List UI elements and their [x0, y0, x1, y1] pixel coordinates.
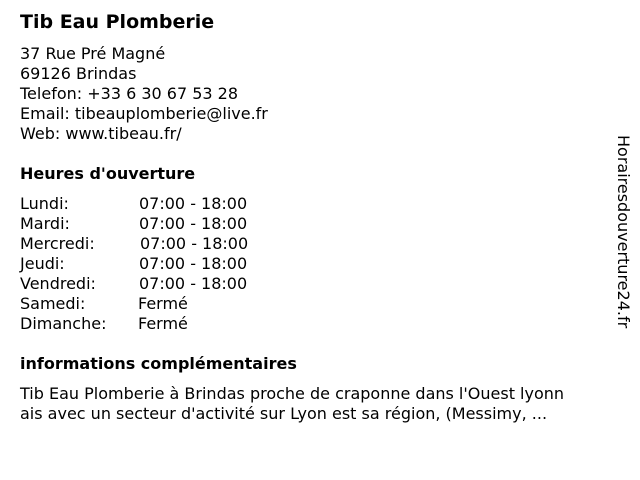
- hours-day: Lundi:: [20, 194, 69, 213]
- site-watermark: Horairesdouverture24.fr: [614, 135, 633, 329]
- hours-time: 07:00 - 18:00: [139, 194, 248, 213]
- business-contact-block: [20, 44, 268, 144]
- email-address: Email: tibeauplomberie@live.fr: [20, 104, 268, 123]
- hours-row-wednesday: [20, 234, 320, 254]
- hours-time: Fermé: [138, 314, 188, 333]
- opening-hours-heading: Heures d'ouverture: [20, 164, 196, 183]
- hours-time: 07:00 - 18:00: [139, 274, 248, 293]
- hours-row-friday: [20, 274, 320, 294]
- hours-row-saturday: [20, 294, 320, 314]
- description-line: ais avec un secteur d'activité sur Lyon est sa région, (Messimy, ...: [20, 404, 548, 423]
- street-address: 37 Rue Pré Magné: [20, 44, 166, 63]
- hours-day: Samedi:: [20, 294, 86, 313]
- hours-day: Dimanche:: [20, 314, 107, 333]
- opening-hours-table: [20, 194, 320, 334]
- hours-time: 07:00 - 18:00: [139, 254, 248, 273]
- additional-info-heading: informations complémentaires: [20, 354, 297, 373]
- business-name: Tib Eau Plomberie: [20, 11, 215, 33]
- hours-day: Mercredi:: [20, 234, 95, 253]
- hours-time: 07:00 - 18:00: [140, 234, 249, 253]
- hours-day: Mardi:: [20, 214, 70, 233]
- hours-row-sunday: [20, 314, 320, 334]
- hours-day: Vendredi:: [20, 274, 96, 293]
- hours-day: Jeudi:: [20, 254, 65, 273]
- hours-time: Fermé: [138, 294, 188, 313]
- hours-row-monday: [20, 194, 320, 214]
- business-description: [20, 384, 564, 424]
- hours-time: 07:00 - 18:00: [139, 214, 248, 233]
- phone-number: Telefon: +33 6 30 67 53 28: [20, 84, 239, 103]
- website: Web: www.tibeau.fr/: [20, 124, 182, 143]
- city-address: 69126 Brindas: [20, 64, 137, 83]
- hours-row-tuesday: [20, 214, 320, 234]
- hours-row-thursday: [20, 254, 320, 274]
- description-line: Tib Eau Plomberie à Brindas proche de craponne dans l'Ouest lyonn: [20, 384, 565, 403]
